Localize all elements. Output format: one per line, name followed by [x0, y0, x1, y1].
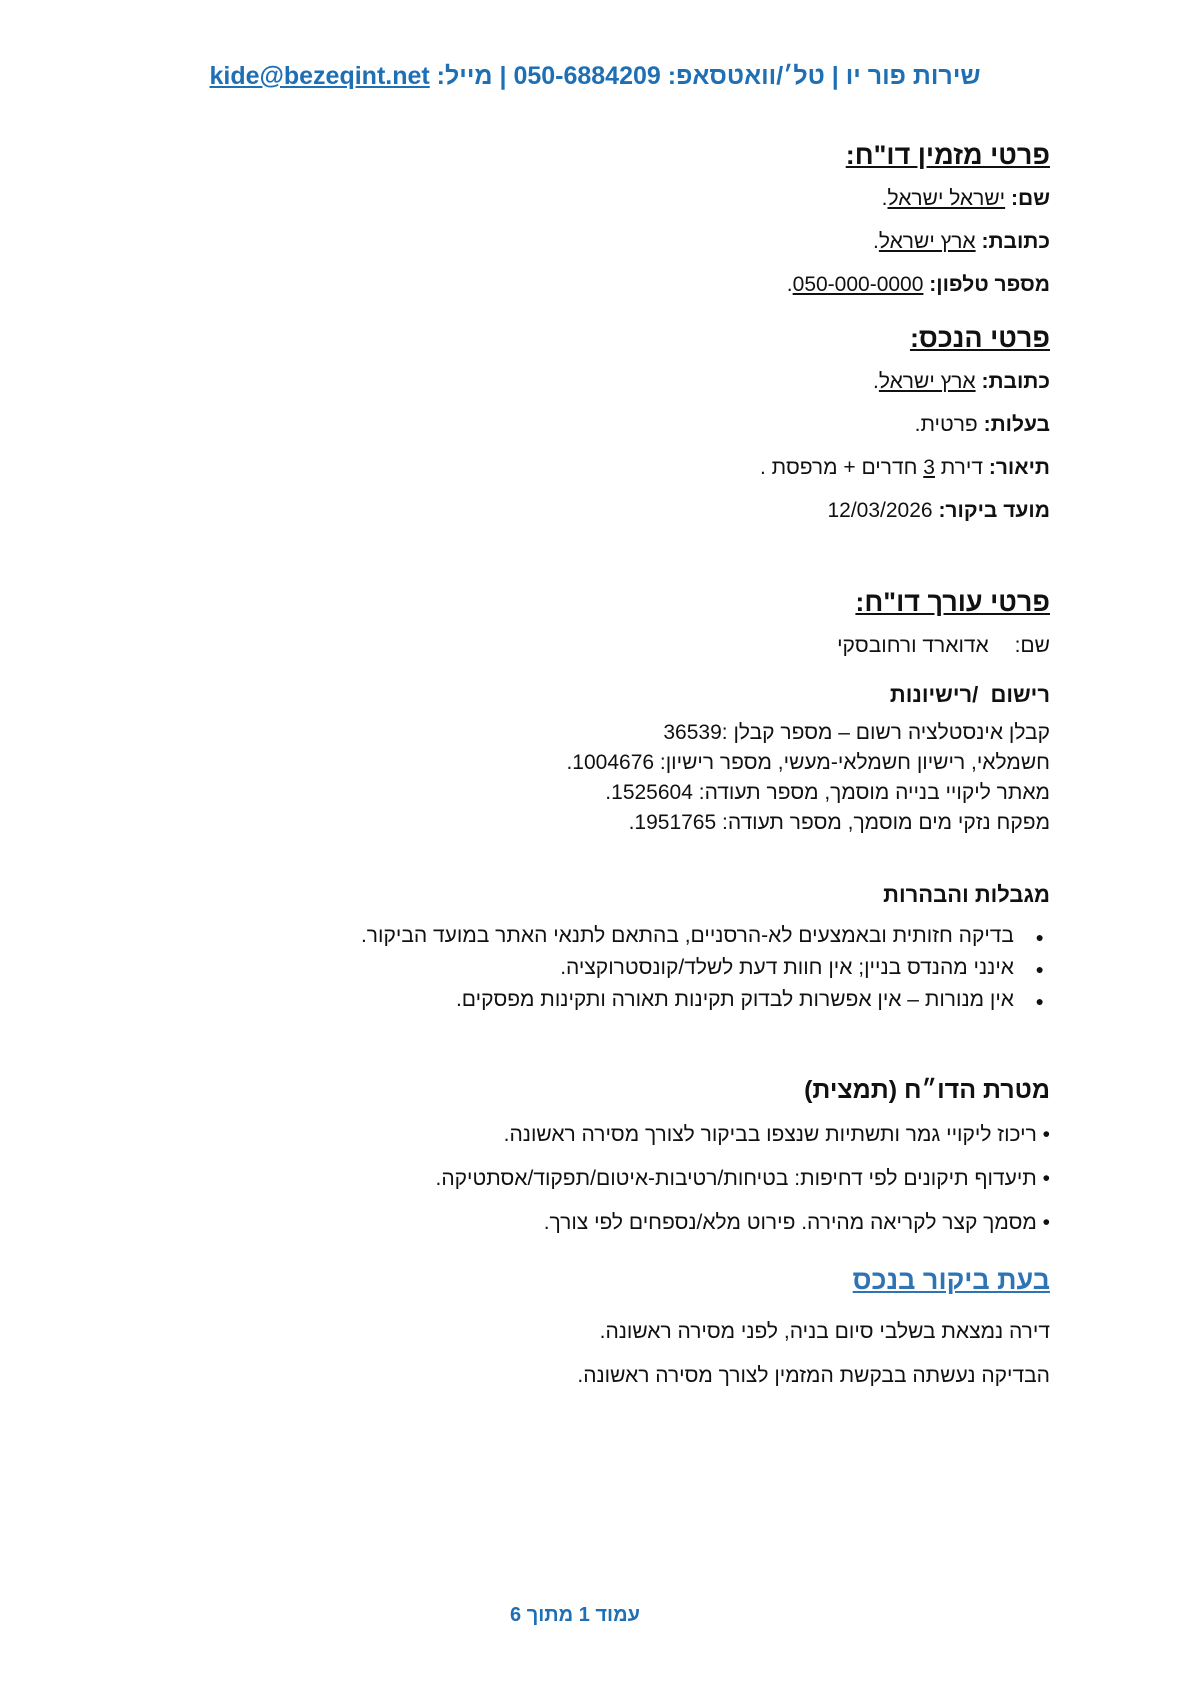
author-section-title: פרטי עורך דו"ח:: [855, 587, 1050, 617]
purpose-title: מטרת הדו״ח (תמצית): [804, 1076, 1050, 1104]
author-section: [150, 587, 1050, 838]
author-name-label: שם:: [1014, 634, 1050, 657]
client-phone-row: מספר טלפון: 050-000-0000.: [786, 273, 1050, 296]
license-item: מפקח נזקי מים מוסמך, מספר תעודה: 1951765.: [628, 811, 1050, 834]
property-ownership-label: בעלות:: [983, 413, 1050, 436]
author-name-value: אדוארד ורחובסקי: [837, 634, 989, 657]
limitation-item: ● בדיקה חזותית ובאמצעים לא-הרסניים, בהתאם לתנאי האתר במועד הביקור.: [150, 920, 1014, 952]
author-name-row: [150, 632, 1050, 660]
visit-line: דירה נמצאת בשלבי סיום בניה, לפני מסירה ראשונה.: [599, 1320, 1050, 1343]
property-description-pre: דירת: [934, 456, 983, 479]
visit-line: הבדיקה נעשתה בבקשת המזמין לצורך מסירה ראשונה.: [577, 1364, 1050, 1387]
purpose-item: • תיעדוף תיקונים לפי דחיפות: בטיחות/רטיבות-איטום/תפקוד/אסתטיקה.: [435, 1167, 1050, 1190]
license-item: חשמלאי, רישיון חשמלאי-מעשי, מספר רישיון: 1004676.: [566, 751, 1050, 774]
property-visit-row: [150, 497, 1050, 525]
license-item: מאתר ליקויי בנייה מוסמך, מספר תעודה: 1525604.: [605, 781, 1050, 804]
header-contact-text: שירות פור יו | טל׳/וואטסאפ: 050-6884209 | מייל:: [429, 62, 981, 90]
client-section: [150, 140, 1050, 299]
property-description-label: תיאור:: [988, 456, 1050, 479]
property-visit-label: מועד ביקור:: [938, 499, 1050, 522]
property-section: [150, 323, 1050, 525]
licenses-title: רישום /רישיונות: [889, 682, 1050, 707]
client-phone-value: 050-000-0000: [792, 273, 924, 296]
client-name-row: שם: ישראל ישראל.: [881, 187, 1050, 210]
property-address-value: ארץ ישראל: [878, 370, 976, 393]
visit-lines: [150, 1318, 1050, 1390]
limitations-title: מגבלות והבהרות: [883, 882, 1050, 907]
purpose-list: [150, 1121, 1050, 1237]
property-ownership-value: פרטית.: [914, 413, 978, 436]
property-description-post: חדרים + מרפסת .: [759, 456, 924, 479]
header-email-link[interactable]: kide@bezeqint.net: [209, 62, 430, 90]
license-item: קבלן אינסטלציה רשום – מספר קבלן :36539: [663, 721, 1050, 744]
visit-section-title[interactable]: בעת ביקור בנכס: [852, 1265, 1050, 1295]
limitation-item: ● אינני מהנדס בניין; אין חוות דעת לשלד/קונסטרוקציה.: [150, 952, 1014, 984]
property-address-row: כתובת: ארץ ישראל.: [873, 370, 1050, 393]
property-address-label: כתובת:: [981, 370, 1050, 393]
property-rooms-value: 3: [923, 456, 935, 479]
property-ownership-row: [150, 411, 1050, 439]
client-address-value: ארץ ישראל: [878, 230, 976, 253]
page-footer: עמוד 1 מתוך 6: [510, 1604, 640, 1626]
page-header: [0, 62, 1190, 91]
client-name-value: ישראל ישראל: [887, 187, 1006, 210]
visit-section: [150, 1265, 1050, 1390]
property-section-title: פרטי הנכס:: [909, 323, 1050, 353]
limitations-list: [150, 920, 1044, 1016]
purpose-section: [150, 1076, 1050, 1237]
purpose-item: • מסמך קצר לקריאה מהירה. פירוט מלא/נספחים לפי צורך.: [543, 1211, 1050, 1234]
limitation-item: ● אין מנורות – אין אפשרות לבדוק תקינות תאורה ותקינות מפסקים.: [150, 984, 1014, 1016]
client-name-label: שם:: [1010, 187, 1050, 210]
client-address-row: כתובת: ארץ ישראל.: [873, 230, 1050, 253]
client-section-title: פרטי מזמין דו"ח:: [845, 140, 1050, 170]
licenses-list: [150, 718, 1050, 838]
property-description-row: [150, 454, 1050, 482]
client-address-label: כתובת:: [981, 230, 1050, 253]
page-content: [150, 140, 1050, 1390]
property-visit-value: 12/03/2026: [827, 499, 933, 522]
limitations-section: [150, 882, 1050, 1016]
client-phone-label: מספר טלפון:: [929, 273, 1050, 296]
purpose-item: • ריכוז ליקויי גמר ותשתיות שנצפו בביקור לצורך מסירה ראשונה.: [503, 1123, 1050, 1146]
